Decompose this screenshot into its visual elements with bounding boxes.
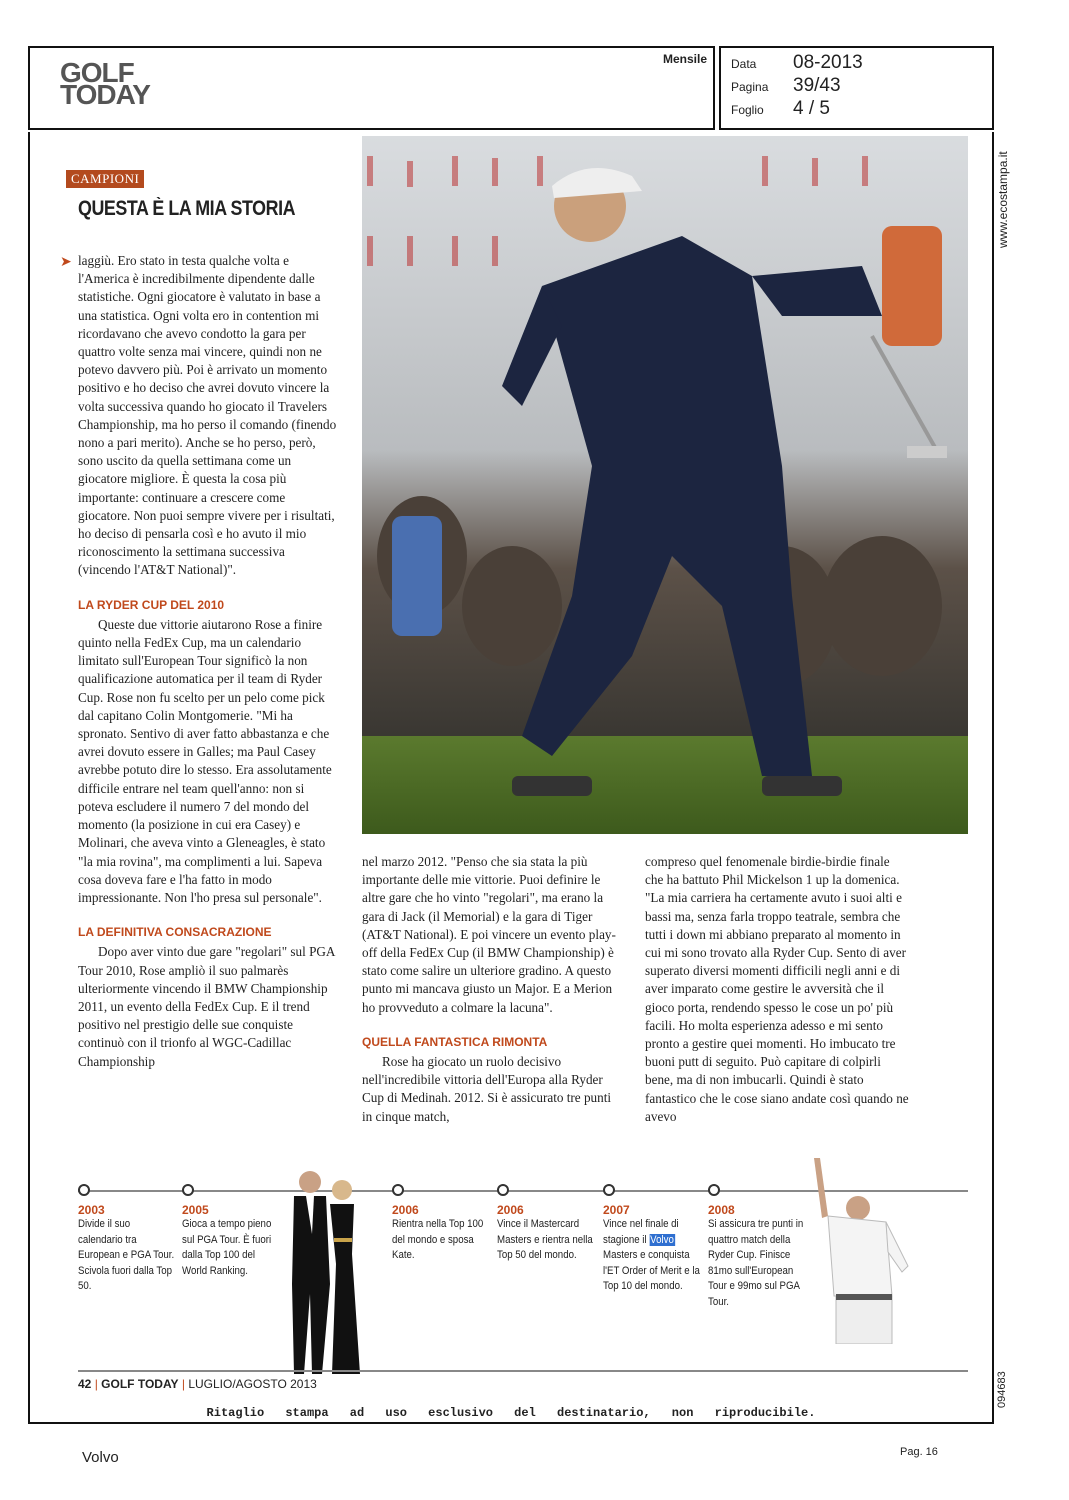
clip-disclaimer: Ritaglio stampa ad uso esclusivo del destinatario, non riproducibile. <box>206 1406 816 1420</box>
paragraph: Rose ha giocato un ruolo decisivo nell'incredibile vittoria dell'Europa alla Ryder Cup di Medinah. 2012. Si è assicurato tre punti in cinque match, <box>362 1054 612 1124</box>
paragraph: Dopo aver vinto due gare "regolari" sul PGA Tour 2010, Rose ampliò il suo palmarès ulteriormente vincendo il BMW Championship 2011, un evento della FedEx Cup. E il trend positivo nel prestigio delle sue conquiste continuò con il trionfo al WGC-Cadillac Championship <box>78 944 335 1069</box>
timeline-item <box>603 1184 707 1295</box>
timeline-text: Vince il Mastercard Masters e rientra nella Top 50 del mondo. <box>497 1218 593 1261</box>
ecostampa-url: www.ecostampa.it <box>996 151 1010 248</box>
timeline-year: 2006 <box>497 1203 524 1217</box>
timeline-bottom-rule <box>78 1370 968 1372</box>
paragraph: Queste due vittorie aiutarono Rose a finire quinto nella FedEx Cup, ma un calendario limitato sull'European Tour significò la non qualificazione automatica per il team di Ryder Cup. Rose non fu scelto per un pelo come pick dal capitano Colin Montgomerie. "Mi ha spronato. Sentivo di aver fatto abbastanza e che avrei dovuto essere in Galles; ma Paul Casey avrebbe potuto dire lo stesso. Era assolutamente difficile entrare nel team quell'anno: non si poteva escludere il numero 7 del mondo del momento (la posizione in cui era Casey) e Molinari, che aveva vinto a Gleneagles, è stato "la mia rovina", ma complimenti a lui. Sapeva cosa doveva fare e l'ha fatto in modo impressionante. Non l'ho presa sul personale". <box>78 616 332 905</box>
keyword-label: Volvo <box>82 1449 119 1466</box>
footer-issue: LUGLIO/AGOSTO 2013 <box>188 1377 317 1391</box>
timeline-dot <box>708 1184 720 1196</box>
highlighted-keyword: Volvo <box>650 1233 674 1246</box>
continue-arrow-icon: ➤ <box>60 255 72 270</box>
timeline-text-part: Vince nel finale di stagione il <box>603 1218 679 1246</box>
subheading: LA RYDER CUP DEL 2010 <box>78 597 225 612</box>
timeline-item <box>78 1184 182 1295</box>
timeline-dot <box>182 1184 194 1196</box>
separator: | <box>181 1377 185 1391</box>
section-kicker: CAMPIONI <box>66 170 144 188</box>
logo-line-1: GOLF <box>60 57 134 88</box>
clip-code: 094683 <box>996 1371 1008 1408</box>
meta-box <box>719 46 994 130</box>
column-3 <box>645 853 909 1126</box>
magazine-footer <box>78 1377 317 1391</box>
meta-value: 39/43 <box>793 75 841 96</box>
paragraph: laggiù. Ero stato in testa qualche volta e l'America è incredibilmente dipendente dalle statistiche. Ogni giocatore è valutato in base a una statistica. Ogni volta ero in contention mi ricordavano che avevo condotto la gara per quattro volte senza mai vincere, quindi non ne potevo davvero più. Poi è arrivato un momento positivo e ho deciso che avrei dovuto vincere la volta successiva quando ho giocato il Travelers Championship, ma ho perso il comando (finendo nono a pari merito). Anche se ho perso, però, sono uscito da quella settimana come un giocatore migliore. È questa la cosa più importante: continuare a crescere come giocatore. Non puoi sempre vivere per i risultati, ho deciso di pensarla così e ho avuto il mio riconoscimento la settimana successiva (vincendo l'AT&T National)". <box>78 253 337 578</box>
golfer-celebration-image <box>362 136 968 834</box>
meta-row-data <box>731 52 982 75</box>
meta-label: Foglio <box>731 103 764 117</box>
timeline-text: Gioca a tempo pieno sul PGA Tour. È fuori dalla Top 100 del World Ranking. <box>182 1218 272 1277</box>
timeline-item <box>708 1184 812 1310</box>
timeline-item <box>182 1184 286 1279</box>
timeline-item <box>497 1184 601 1264</box>
timeline-text: Si assicura tre punti in quattro match della Ryder Cup. Finisce 81mo sull'European Tour e 99mo sul PGA Tour. <box>708 1218 804 1308</box>
logo-line-2: TODAY <box>60 79 150 110</box>
column-1 <box>78 252 340 1071</box>
timeline-text <box>603 1217 702 1295</box>
meta-label: Data <box>731 57 757 71</box>
timeline-year: 2006 <box>392 1203 419 1217</box>
column-2 <box>362 853 624 1126</box>
subheading: QUELLA FANTASTICA RIMONTA <box>362 1034 548 1049</box>
page-indicator: Pag. 16 <box>900 1446 938 1458</box>
article-headline: QUESTA È LA MIA STORIA <box>78 197 296 220</box>
timeline-text: Divide il suo calendario tra European e PGA Tour. Scivola fuori dalla Top 50. <box>78 1218 175 1292</box>
frequency-label: Mensile <box>662 52 707 66</box>
page-number: 42 <box>78 1377 92 1391</box>
couple-photo <box>282 1164 372 1384</box>
timeline-text: Rientra nella Top 100 del mondo e sposa Kate. <box>392 1218 484 1261</box>
meta-value: 08-2013 <box>793 52 863 73</box>
meta-row-foglio <box>731 98 982 121</box>
timeline-dot <box>497 1184 509 1196</box>
timeline-dot <box>603 1184 615 1196</box>
golf-today-logo <box>60 57 150 110</box>
masthead-box <box>28 46 715 130</box>
timeline-year: 2003 <box>78 1203 105 1217</box>
timeline-year: 2007 <box>603 1203 630 1217</box>
footer-mag-name: GOLF TODAY <box>101 1377 179 1391</box>
separator: | <box>94 1377 98 1391</box>
paragraph: nel marzo 2012. "Penso che sia stata la più importante delle mie vittorie. Puoi definire le altre gare che ho vinto "regolari", ma erano la gara di Jack (il Memorial) e la gara di Tiger (AT&T National). E poi vincere un evento play-off della FedEx Cup (il BMW Championship) è stato come salire un ulteriore gradino. A questo punto mi mancava giusto un Major. E a Merion ho provveduto a colmare la lacuna". <box>362 854 616 1015</box>
meta-value: 4 / 5 <box>793 98 830 119</box>
meta-label: Pagina <box>731 80 769 94</box>
golfer-cutout-photo <box>806 1156 916 1344</box>
timeline-text-part: Masters e conquista l'ET Order of Merit e la Top 10 del mondo. <box>603 1249 700 1292</box>
timeline-year: 2008 <box>708 1203 735 1217</box>
timeline-dot <box>392 1184 404 1196</box>
timeline-dot <box>78 1184 90 1196</box>
celebration-photo <box>362 136 968 834</box>
paragraph: compreso quel fenomenale birdie-birdie finale che ha battuto Phil Mickelson 1 up la domenica. "La mia carriera ha certamente avuto i suoi alti e bassi ma, senza farla troppo teatrale, sembra che tutti i down mi abbiano preparato al momento in cui mi sono trovato alla Ryder Cup. Sento di aver superato diversi momenti difficili negli anni e di aver imparato come gestire le avversità che il gioco porta, rendendo spesso le cose un po' più facili. Ho molta esperienza adesso e mi sento pronto a gestire quei momenti. Ho imbucato tre buoni putt di seguito. Può capitare di colpirli bene, ma di non imbucarli. Quindi è stato fantastico che le cose siano andate così quando ne avevo <box>645 854 909 1124</box>
meta-row-pagina <box>731 75 982 98</box>
timeline-item <box>392 1184 496 1264</box>
subheading: LA DEFINITIVA CONSACRAZIONE <box>78 925 272 940</box>
timeline-year: 2005 <box>182 1203 209 1217</box>
